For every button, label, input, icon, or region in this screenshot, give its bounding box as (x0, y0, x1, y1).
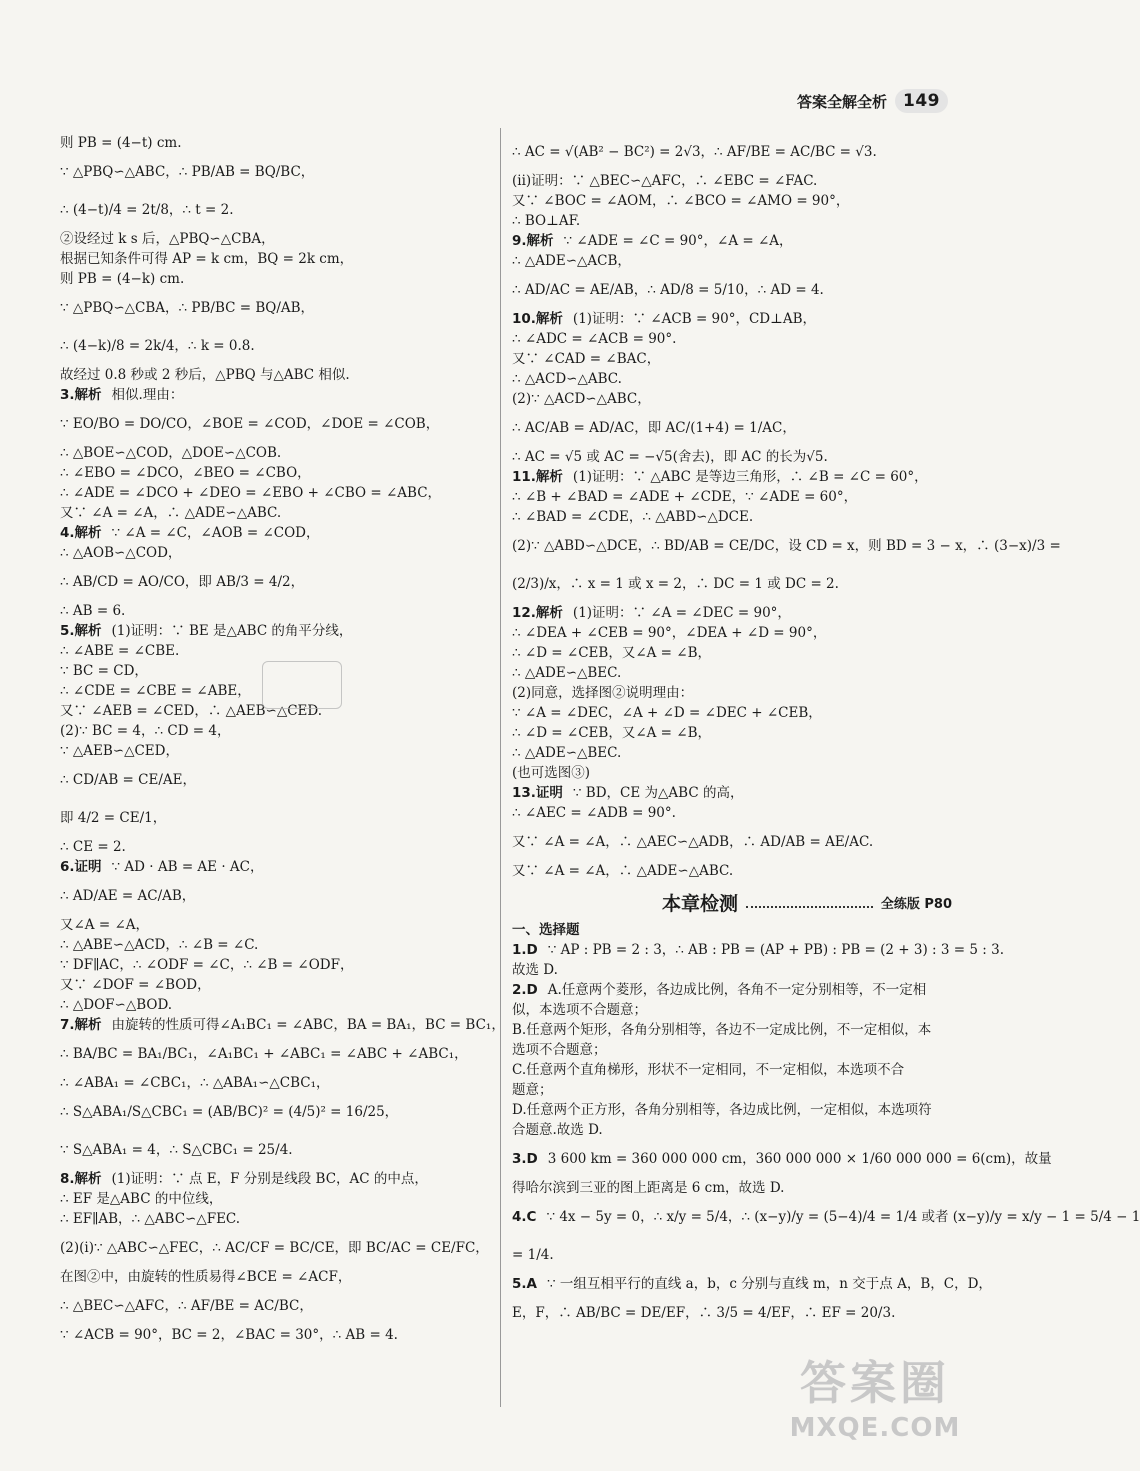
line-text: ∵ DF∥AC，∴ ∠ODF = ∠C，∴ ∠B = ∠ODF， (60, 957, 354, 973)
solution-line (60, 915, 490, 935)
line-text: (1)证明：∵ BE 是△ABC 的角平分线， (111, 623, 353, 639)
solution-line (512, 369, 952, 389)
right-column (512, 133, 1140, 1332)
solution-line (512, 231, 952, 251)
solution-line (60, 975, 490, 995)
solution-line (512, 940, 1004, 960)
solution-line (512, 1198, 1140, 1236)
line-text: ∴ ∠DEA + ∠CEB = 90°，∠DEA + ∠D = 90°， (512, 625, 827, 641)
problem-label: 11.解析 (512, 469, 563, 485)
solution-line (512, 703, 952, 723)
solution-line (512, 271, 952, 309)
solution-line (512, 507, 952, 527)
line-text: = 1/4. (512, 1247, 554, 1263)
line-text: ∴ EF 是△ABC 的中位线， (60, 1191, 223, 1207)
line-text: 则 PB = (4−t) cm. (60, 135, 182, 151)
line-text: ②设经过 k s 后，△PBQ∽△CBA， (60, 231, 275, 247)
line-text: E，F，∴ AB/BC = DE/EF，∴ 3/5 = 4/EF，∴ EF = 20/3. (512, 1305, 896, 1321)
solution-line (60, 1169, 490, 1189)
solution-line (512, 171, 952, 191)
line-text: ∴ AC = √(AB² − BC²) = 2√3，∴ AF/BE = AC/BC = √3. (512, 144, 877, 160)
solution-line (512, 309, 952, 329)
solution-line (60, 1131, 490, 1169)
page-header (797, 86, 948, 116)
solution-line (60, 799, 490, 837)
line-text: ∴ CE = 2. (60, 839, 126, 855)
line-text: 又∵ ∠A = ∠A，∴ △ADE∽△ABC. (512, 863, 734, 879)
line-text: ∴ EF∥AB，∴ △ABC∽△FEC. (60, 1211, 241, 1227)
solution-line (512, 467, 952, 487)
solution-line (60, 741, 490, 761)
line-text: (2)∵ △ABD∽△DCE，∴ BD/AB = CE/DC，设 CD = x，则 BD = 3 − x，∴ (3−x)/3 = (512, 538, 1061, 554)
line-text: 选项不合题意； (512, 1042, 607, 1058)
subsection-heading: 一、选择题 (512, 922, 580, 938)
solution-line (60, 721, 490, 741)
line-text: ∵ BD，CE 为△ABC 的高， (572, 785, 744, 801)
solution-line (512, 823, 952, 861)
solution-line (60, 1267, 490, 1287)
line-text: ∴ AC = √5 或 AC = −√5(舍去)，即 AC 的长为√5. (512, 449, 828, 465)
line-text: ∴ (4−t)/4 = 2t/8，∴ t = 2. (60, 202, 234, 218)
solution-line (512, 349, 952, 369)
line-text: ∵ ∠ADE = ∠C = 90°，∠A = ∠A， (563, 233, 793, 249)
solution-line (60, 405, 490, 443)
line-text: ∵ ∠ACB = 90°，BC = 2，∠BAC = 30°，∴ AB = 4. (60, 1327, 398, 1343)
line-text: ∴ ∠EBO = ∠DCO，∠BEO = ∠CBO， (60, 465, 311, 481)
header-title: 答案全解全析 (796, 92, 887, 111)
line-text: ∴ △ADE∽△ACB， (512, 253, 631, 269)
line-text: (2)(i)∵ △ABC∽△FEC，∴ AC/CF = BC/CE，即 BC/AC = CE/FC， (60, 1240, 489, 1256)
solution-line (60, 133, 490, 153)
problem-label: 10.解析 (512, 311, 563, 327)
line-text: ∴ △BEC∽△AFC，∴ AF/BE = AC/BC， (60, 1298, 313, 1314)
line-text: D.任意两个正方形，各角分别相等，各边成比例，一定相似，本选项符 (512, 1102, 932, 1118)
line-text: ∴ AB/CD = AO/CO，即 AB/3 = 4/2， (60, 574, 305, 590)
problem-label: 13.证明 (512, 785, 563, 801)
line-text: 又∵ ∠A = ∠A，∴ △ADE∽△ABC. (60, 505, 282, 521)
solution-line (512, 1060, 952, 1080)
problem-label: 5.A (512, 1276, 537, 1292)
solution-line (512, 487, 952, 507)
line-text: A.任意两个菱形，各边成比例，各角不一定分别相等，不一定相 (547, 982, 927, 998)
line-text: 又∠A = ∠A， (60, 917, 150, 933)
solution-line (512, 1140, 1052, 1178)
solution-line (512, 1236, 952, 1274)
line-text: ∴ BA/BC = BA₁/BC₁，∠A₁BC₁ + ∠ABC₁ = ∠ABC + ∠ABC₁， (60, 1046, 468, 1062)
problem-label: 5.解析 (60, 623, 102, 639)
line-text: ∴ AD/AE = AC/AB， (60, 888, 196, 904)
leader-dots (746, 898, 873, 908)
problem-label: 3.解析 (60, 387, 102, 403)
solution-line (512, 1000, 952, 1020)
solution-line (60, 1015, 505, 1035)
line-text: ∴ BO⊥AF. (512, 213, 581, 229)
line-text: ∵ BC = CD， (60, 663, 148, 679)
section-title: 本章检测 (662, 893, 739, 915)
line-text: ∴ AD/AC = AE/AB，∴ AD/8 = 5/10，∴ AD = 4. (512, 282, 824, 298)
solutions-continued (512, 133, 1061, 881)
solution-line (60, 503, 490, 523)
line-text: ∴ ∠AEC = ∠ADB = 90°. (512, 805, 676, 821)
problem-label: 1.D (512, 942, 538, 958)
line-text: ∵ S△ABA₁ = 4，∴ S△CBC₁ = 25/4. (60, 1142, 293, 1158)
solution-line (60, 1073, 490, 1093)
watermark-url: MXQE.COM (789, 1413, 961, 1443)
line-text: (也可选图③) (512, 765, 591, 781)
solution-line (60, 837, 490, 857)
line-text: 又∵ ∠AEB = ∠CED，∴ △AEB∽△CED. (60, 703, 323, 719)
solution-line (60, 365, 490, 385)
page-number: 149 (895, 89, 948, 113)
line-text: ∴ ∠CDE = ∠CBE = ∠ABE， (60, 683, 251, 699)
problem-label: 8.解析 (60, 1171, 102, 1187)
solution-line (60, 191, 490, 229)
solution-line (512, 409, 952, 447)
solution-line (512, 623, 952, 643)
line-text: ∴ △ABE∽△ACD，∴ ∠B = ∠C. (60, 937, 259, 953)
line-text: 由旋转的性质可得∠A₁BC₁ = ∠ABC，BA = BA₁，BC = BC₁， (111, 1017, 505, 1033)
section-ref: 全练版 P80 (880, 897, 952, 912)
line-text: ∵ 一组互相平行的直线 a，b，c 分别与直线 m，n 交于点 A，B，C，D， (546, 1276, 992, 1292)
line-text: ∴ AB = 6. (60, 603, 126, 619)
solution-line (512, 1100, 952, 1120)
solution-line (512, 1178, 952, 1198)
line-text: ∵ 4x − 5y = 0，∴ x/y = 5/4，∴ (x−y)/y = (5−4)/4 = 1/4 或者 (x−y)/y = x/y − 1 = 5/4 − 1 (546, 1209, 1140, 1225)
line-text: ∴ ∠ADC = ∠ACB = 90°. (512, 331, 677, 347)
solution-line (512, 251, 952, 271)
line-text: ∴ ∠D = ∠CEB，又∠A = ∠B， (512, 645, 712, 661)
line-text: 即 4/2 = CE/1， (60, 810, 167, 826)
line-text: ∴ ∠ADE = ∠DCO + ∠DEO = ∠EBO + ∠CBO = ∠ABC， (60, 485, 442, 501)
line-text: 又∵ ∠DOF = ∠BOD， (60, 977, 211, 993)
solution-line (60, 543, 490, 563)
solution-line (60, 385, 490, 405)
solution-line (60, 857, 490, 877)
line-text: 故选 D. (512, 962, 558, 978)
solution-line (60, 1287, 490, 1325)
line-text: ∴ ∠ABE = ∠CBE. (60, 643, 180, 659)
problem-label: 6.证明 (60, 859, 102, 875)
solution-line (512, 527, 1061, 565)
line-text: 合题意.故选 D. (512, 1122, 603, 1138)
line-text: ∴ △ADE∽△BEC. (512, 745, 622, 761)
solution-line (60, 269, 490, 289)
solution-line (60, 621, 490, 641)
line-text: ∴ CD/AB = CE/AE， (60, 772, 196, 788)
solution-line (60, 153, 490, 191)
line-text: ∴ (4−k)/8 = 2k/4，∴ k = 0.8. (60, 338, 255, 354)
line-text: 得哈尔滨到三亚的图上距离是 6 cm，故选 D. (512, 1180, 785, 1196)
solution-line (512, 133, 952, 171)
left-column (60, 133, 505, 1345)
solution-line (512, 1020, 952, 1040)
solution-line (512, 389, 952, 409)
problem-label: 7.解析 (60, 1017, 102, 1033)
line-text: (1)证明：∵ △ABC 是等边三角形，∴ ∠B = ∠C = 60°， (572, 469, 928, 485)
line-text: ∴ ∠ABA₁ = ∠CBC₁，∴ △ABA₁∽△CBC₁， (60, 1075, 330, 1091)
line-text: 题意； (512, 1082, 553, 1098)
solution-line (512, 1294, 952, 1332)
solution-line (60, 995, 490, 1015)
line-text: ∴ △BOE∽△COD，△DOE∽△COB. (60, 445, 282, 461)
line-text: ∵ ∠A = ∠C，∠AOB = ∠COD， (111, 525, 320, 541)
line-text: 又∵ ∠CAD = ∠BAC， (512, 351, 661, 367)
line-text: ∴ ∠D = ∠CEB，又∠A = ∠B， (512, 725, 712, 741)
line-text: ∴ △ADE∽△BEC. (512, 665, 622, 681)
line-text: ∴ ∠B + ∠BAD = ∠ADE + ∠CDE，∵ ∠ADE = 60°， (512, 489, 858, 505)
problem-label: 4.C (512, 1209, 537, 1225)
solution-line (512, 1120, 952, 1140)
line-text: 似，本选项不合题意； (512, 1002, 647, 1018)
solution-line (512, 663, 952, 683)
solution-line (512, 447, 952, 467)
solution-line (512, 191, 952, 211)
line-text: ∴ S△ABA₁/S△CBC₁ = (AB/BC)² = (4/5)² = 16/25， (60, 1104, 399, 1120)
solution-line (512, 603, 952, 623)
solution-line (60, 955, 490, 975)
line-text: ∴ △AOB∽△COD， (60, 545, 182, 561)
line-text: 在图②中，由旋转的性质易得∠BCE = ∠ACF， (60, 1269, 352, 1285)
problem-label: 3.D (512, 1151, 538, 1167)
solution-line (512, 743, 952, 763)
watermark-text: 答案圈 (800, 1356, 950, 1410)
line-text: (2)∵ BC = 4，∴ CD = 4， (60, 723, 231, 739)
line-text: 3 600 km = 360 000 000 cm，360 000 000 × 1/60 000 000 = 6(cm)，故量 (547, 1151, 1052, 1167)
line-text: B.任意两个矩形，各角分别相等，各边不一定成比例，不一定相似，本 (512, 1022, 932, 1038)
solution-line (60, 523, 490, 543)
line-text: ∵ △PBQ∽△ABC，∴ PB/AB = BQ/BC， (60, 164, 315, 180)
line-text: C.任意两个直角梯形，形状不一定相同，不一定相似，本选项不合 (512, 1062, 905, 1078)
problem-label: 4.解析 (60, 525, 102, 541)
solution-line (60, 229, 490, 249)
solution-line (60, 761, 490, 799)
line-text: 相似.理由： (111, 387, 184, 403)
line-text: (2)∵ △ACD∽△ABC， (512, 391, 651, 407)
solution-line (60, 483, 490, 503)
chapter-test-answers (512, 940, 1140, 1332)
solution-line (512, 783, 952, 803)
problem-label: 2.D (512, 982, 538, 998)
solution-line (512, 683, 952, 703)
solution-line (512, 861, 952, 881)
line-text: ∵ AP : PB = 2 : 3，∴ AB : PB = (AP + PB) : PB = (2 + 3) : 3 = 5 : 3. (547, 942, 1004, 958)
solution-line (60, 1325, 490, 1345)
solution-line (512, 960, 952, 980)
section-header (512, 889, 952, 916)
line-text: ∵ △PBQ∽△CBA，∴ PB/BC = BQ/AB， (60, 300, 315, 316)
solution-line (60, 877, 490, 915)
solution-line (512, 565, 952, 603)
line-text: ∴ ∠BAD = ∠CDE，∴ △ABD∽△DCE. (512, 509, 754, 525)
solution-line (512, 723, 952, 743)
solution-line (60, 1093, 490, 1131)
line-text: (1)证明：∵ ∠ACB = 90°，CD⊥AB， (572, 311, 816, 327)
solution-line (60, 463, 490, 483)
line-text: 根据已知条件可得 AP = k cm，BQ = 2k cm， (60, 251, 354, 267)
solution-line (60, 249, 490, 269)
solution-line (60, 641, 490, 661)
line-text: (1)证明：∵ ∠A = ∠DEC = 90°， (572, 605, 791, 621)
line-text: ∵ EO/BO = DO/CO，∠BOE = ∠COD，∠DOE = ∠COB， (60, 416, 440, 432)
line-text: ∴ △ACD∽△ABC. (512, 371, 622, 387)
solution-line (60, 327, 490, 365)
solution-line (512, 1080, 952, 1100)
line-text: ∵ AD · AB = AE · AC， (111, 859, 264, 875)
line-text: (ii)证明：∵ △BEC∽△AFC，∴ ∠EBC = ∠FAC. (512, 173, 818, 189)
solution-line (512, 211, 952, 231)
solution-line (512, 980, 952, 1000)
solution-line (60, 935, 490, 955)
problem-label: 12.解析 (512, 605, 563, 621)
line-text: ∴ △DOF∽△BOD. (60, 997, 173, 1013)
solution-line (60, 1189, 490, 1209)
stamp-mark (262, 661, 342, 709)
line-text: (2/3)/x，∴ x = 1 或 x = 2，∴ DC = 1 或 DC = 2. (512, 576, 839, 592)
solution-line (512, 1040, 952, 1060)
solution-line (60, 289, 490, 327)
line-text: ∴ AC/AB = AD/AC，即 AC/(1+4) = 1/AC， (512, 420, 796, 436)
problem-label: 9.解析 (512, 233, 554, 249)
solution-line (60, 1035, 490, 1073)
line-text: (1)证明：∵ 点 E，F 分别是线段 BC，AC 的中点， (111, 1171, 428, 1187)
solution-line (60, 443, 490, 463)
solution-line (512, 763, 952, 783)
solution-line (60, 1209, 490, 1229)
solution-line (60, 1229, 490, 1267)
solution-line (60, 601, 490, 621)
line-text: 故经过 0.8 秒或 2 秒后，△PBQ 与△ABC 相似. (60, 367, 350, 383)
line-text: 则 PB = (4−k) cm. (60, 271, 185, 287)
watermark-logo (780, 1347, 970, 1457)
line-text: (2)同意，选择图②说明理由： (512, 685, 694, 701)
solution-line (60, 563, 490, 601)
solution-line (512, 1274, 992, 1294)
column-divider (500, 128, 501, 1407)
solution-line (512, 329, 952, 349)
line-text: ∵ ∠A = ∠DEC，∠A + ∠D = ∠DEC + ∠CEB， (512, 705, 822, 721)
solution-line (512, 803, 952, 823)
line-text: 又∵ ∠A = ∠A，∴ △AEC∽△ADB，∴ AD/AB = AE/AC. (512, 834, 874, 850)
solution-line (512, 643, 952, 663)
line-text: 又∵ ∠BOC = ∠AOM，∴ ∠BCO = ∠AMO = 90°， (512, 193, 850, 209)
line-text: ∵ △AEB∽△CED， (60, 743, 179, 759)
